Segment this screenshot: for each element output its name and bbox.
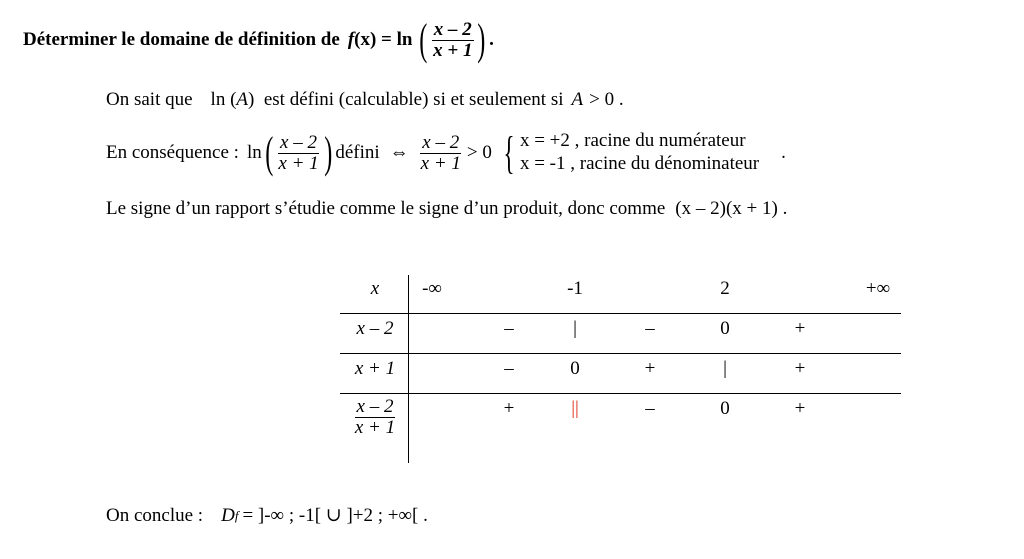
row2-sign-1: – — [504, 358, 514, 379]
line2-ln: ln — [246, 142, 262, 163]
title-prefix: Déterminer le domaine de définition de — [23, 29, 340, 50]
header-two: 2 — [720, 278, 730, 299]
line2-den: x + 1 — [278, 152, 319, 174]
conclusion-D: D — [221, 504, 235, 526]
title-den: x + 1 — [433, 39, 473, 61]
line1-c: ) est défini (calculable) si et seulement si — [248, 89, 564, 110]
table-vline — [408, 275, 409, 463]
title — [23, 15, 494, 64]
line-3 — [106, 198, 787, 220]
brace-icon: { — [503, 127, 515, 178]
cases — [520, 130, 759, 176]
line2-gt: > 0 — [466, 142, 492, 163]
row1-sign-2: – — [645, 318, 655, 339]
case-2: x = -1 , racine du dénominateur — [519, 153, 760, 174]
line2-a: En conséquence : — [106, 142, 239, 163]
conclusion-rest: = ]-∞ ; -1[ ∪ ]+2 ; +∞[ . — [242, 505, 428, 526]
row3-label — [345, 397, 405, 438]
line2-num: x – 2 — [280, 131, 317, 153]
title-fx-rest: (x) = ln — [354, 29, 413, 50]
line1-d: A — [571, 89, 584, 110]
header-plus-inf: +∞ — [865, 278, 891, 299]
row2-sign-3: + — [794, 358, 806, 379]
row1-bar: | — [573, 318, 577, 339]
line3-text: Le signe d’un rapport s’étudie comme le signe d’un produit, donc comme — [106, 198, 666, 219]
table-hline-1 — [340, 313, 901, 314]
line1-a: On sait que — [106, 89, 193, 110]
line-2 — [106, 127, 786, 178]
line1-b: ln ( — [210, 89, 237, 110]
row3-den: x + 1 — [354, 416, 396, 438]
row3-double-bar: || — [571, 398, 579, 419]
line2-equiv: ⇔ — [389, 142, 409, 163]
line1-e: > 0 . — [589, 89, 624, 110]
row2-label: x + 1 — [354, 358, 396, 379]
header-minus-inf: -∞ — [422, 278, 442, 299]
line2-paren-expr: ( $\frac{x - 2}{x + 1}$ ) — [265, 128, 333, 177]
row3-sign-3: + — [794, 398, 806, 419]
line3-expr: (x – 2)(x + 1) . — [675, 198, 788, 219]
title-end: . — [489, 29, 494, 50]
row3-zero: 0 — [720, 398, 730, 419]
line2-num2: x – 2 — [422, 131, 460, 153]
row1-sign-3: + — [794, 318, 806, 339]
line2-defini: défini — [335, 142, 380, 163]
conclusion-a: On conclue : — [106, 504, 204, 526]
table-hline-3 — [340, 393, 901, 394]
conclusion-sub: f — [234, 507, 239, 523]
row3-num: x – 2 — [356, 396, 394, 417]
title-f: f — [347, 29, 355, 50]
row3-sign-2: – — [645, 398, 655, 419]
conclusion — [106, 504, 428, 527]
row3-sign-1: + — [503, 398, 515, 419]
line1-A: A — [236, 89, 249, 110]
line2-dot: . — [781, 142, 786, 163]
line2-den2: x + 1 — [420, 152, 461, 174]
row1-zero: 0 — [720, 318, 730, 339]
row2-sign-2: + — [644, 358, 656, 379]
row1-label: x – 2 — [356, 318, 394, 339]
header-minus-one: -1 — [567, 278, 583, 299]
title-num: x – 2 — [433, 18, 472, 40]
row1-sign-1: – — [504, 318, 514, 339]
title-paren-expr: ( $\frac{x - 2}{x + 1}$ ) — [419, 15, 486, 64]
table-hline-2 — [340, 353, 901, 354]
line-1 — [106, 89, 624, 111]
header-x: x — [370, 278, 380, 299]
row2-bar: | — [723, 358, 727, 379]
case-1: x = +2 , racine du numérateur — [519, 130, 746, 152]
row2-zero: 0 — [570, 358, 580, 379]
